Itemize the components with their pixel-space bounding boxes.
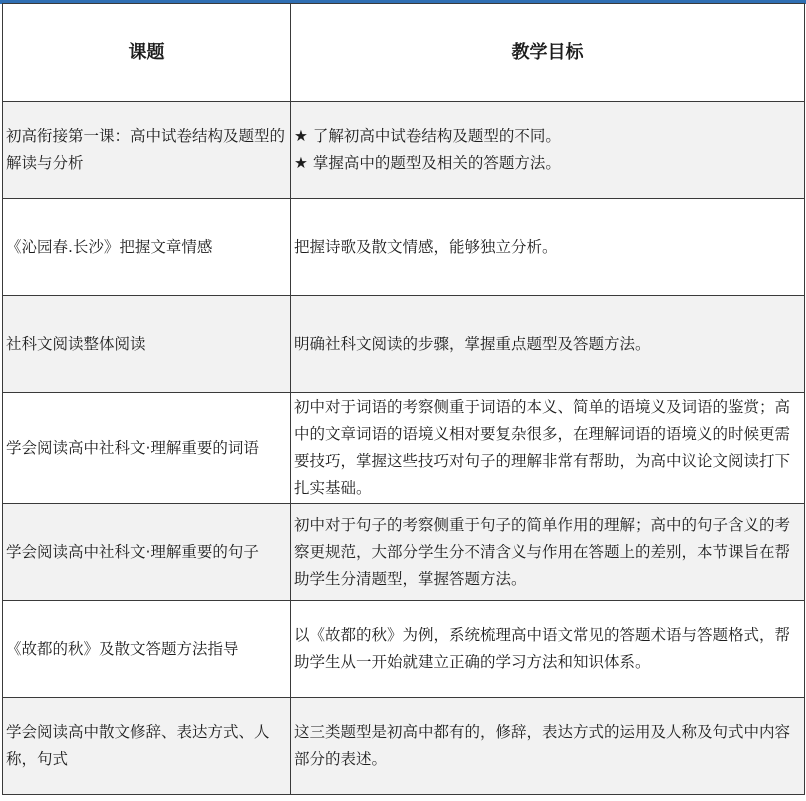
goal-cell: 初中对于句子的考察侧重于句子的简单作用的理解；高中的句子含义的考察更规范，大部分学生分不清含义与作用在答题上的差别，本节课旨在帮助学生分清题型，掌握答题方法。 [291, 504, 805, 601]
topic-cell: 学会阅读高中散文修辞、表达方式、人称，句式 [3, 698, 291, 795]
topic-cell: 社科文阅读整体阅读 [3, 296, 291, 393]
header-goal: 教学目标 [291, 4, 805, 102]
topic-cell: 《沁园春.长沙》把握文章情感 [3, 199, 291, 296]
table-row [3, 698, 805, 795]
goal-cell: 明确社科文阅读的步骤，掌握重点题型及答题方法。 [291, 296, 805, 393]
goal-cell: 这三类题型是初高中都有的，修辞，表达方式的运用及人称及句式中内容部分的表述。 [291, 698, 805, 795]
topic-cell: 学会阅读高中社科文·理解重要的词语 [3, 393, 291, 504]
lesson-table [2, 3, 805, 795]
table-row [3, 393, 805, 504]
table-row [3, 102, 805, 199]
goal-line: ★ 掌握高中的题型及相关的答题方法。 [294, 154, 561, 172]
header-row [3, 4, 805, 102]
topic-cell: 《故都的秋》及散文答题方法指导 [3, 601, 291, 698]
goal-line: ★ 了解初高中试卷结构及题型的不同。 [294, 127, 561, 145]
goal-cell: 初中对于词语的考察侧重于词语的本义、简单的语境义及词语的鉴赏；高中的文章词语的语境义相对要复杂很多，在理解词语的语境义的时候更需要技巧，掌握这些技巧对句子的理解非常有帮助，为高中议论文阅读打下扎实基础。 [291, 393, 805, 504]
topic-cell: 学会阅读高中社科文·理解重要的句子 [3, 504, 291, 601]
header-topic: 课题 [3, 4, 291, 102]
goal-cell: 以《故都的秋》为例，系统梳理高中语文常见的答题术语与答题格式，帮助学生从一开始就建立正确的学习方法和知识体系。 [291, 601, 805, 698]
table-row [3, 199, 805, 296]
table-row [3, 601, 805, 698]
table-row [3, 504, 805, 601]
topic-cell: 初高衔接第一课：高中试卷结构及题型的解读与分析 [3, 102, 291, 199]
goal-cell: 把握诗歌及散文情感，能够独立分析。 [291, 199, 805, 296]
goal-cell [291, 102, 805, 199]
table-row [3, 296, 805, 393]
